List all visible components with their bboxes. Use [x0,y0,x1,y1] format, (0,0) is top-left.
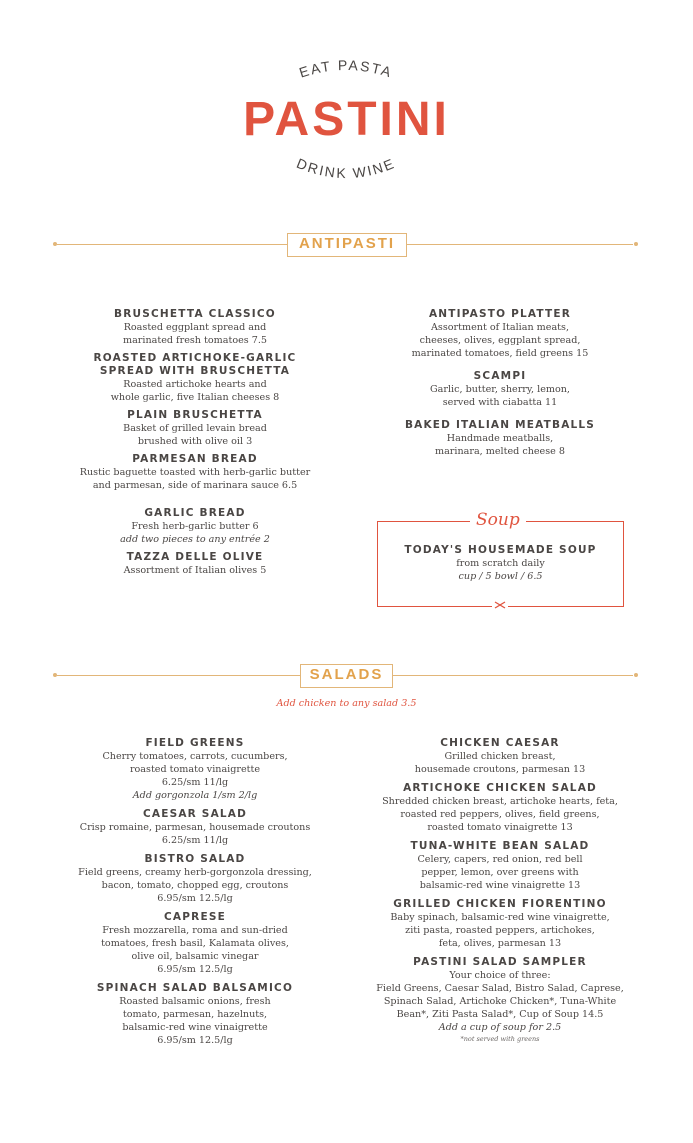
logo-name: PASTINI [243,93,450,146]
menu-item [60,737,330,802]
salads-left-column [60,737,330,1047]
item-description: olive oil, balsamic vinegar [131,951,259,962]
item-description: Fresh mozzarella, roma and sun-dried [102,925,288,936]
item-description: Shredded chicken breast, artichoke hearts, feta, [382,796,618,807]
soup-ornament-icon [492,598,508,612]
menu-item [60,808,330,847]
menu-item [365,956,635,1044]
item-description: Your choice of three: [449,970,551,981]
menu-item [365,308,635,360]
menu-item [60,982,330,1047]
menu-item [365,370,635,409]
salads-heading: SALADS [300,664,393,688]
item-name: ARTICHOKE CHICKEN SALAD [403,782,597,794]
item-description: whole garlic, five Italian cheeses 8 [110,392,280,403]
item-name: ROASTED ARTICHOKE-GARLIC [93,352,297,364]
item-name: CAPRESE [164,911,226,923]
item-description: 6.95/sm 12.5/lg [157,893,233,904]
item-description: Fresh herb-garlic butter 6 [131,521,259,532]
menu-item [60,911,330,976]
item-description: 6.25/sm 11/lg [161,777,229,788]
item-name: BISTRO SALAD [144,853,246,865]
menu-item [365,898,635,950]
item-description: served with ciabatta 11 [442,397,558,408]
soup-line: from scratch daily [456,558,545,569]
item-name: SCAMPI [473,370,527,382]
item-description: ziti pasta, roasted peppers, artichokes, [405,925,595,936]
item-description: balsamic-red wine vinaigrette [122,1022,268,1033]
item-description: Assortment of Italian olives 5 [123,565,267,576]
item-description: and parmesan, side of marinara sauce 6.5 [92,480,298,491]
soup-title: Soup [470,510,526,530]
item-description: pepper, lemon, over greens with [421,867,579,878]
item-addon: add two pieces to any entrée 2 [120,534,270,545]
item-name: GRILLED CHICKEN FIORENTINO [393,898,607,910]
item-description: Handmade meatballs, [446,433,554,444]
item-description: 6.95/sm 12.5/lg [157,964,233,975]
soup-content [377,544,624,583]
salads-note: Add chicken to any salad 3.5 [276,698,417,709]
soup-price: cup / 5 bowl / 6.5 [458,571,543,582]
item-description: cheeses, olives, eggplant spread, [419,335,581,346]
item-description: Crisp romaine, parmesan, housemade croutons [79,822,311,833]
item-name: TUNA-WHITE BEAN SALAD [410,840,590,852]
item-name: PASTINI SALAD SAMPLER [413,956,587,968]
menu-item [365,419,635,458]
divider-dot [634,673,638,677]
item-name: SPINACH SALAD BALSAMICO [96,982,294,994]
item-name: CAESAR SALAD [142,808,248,820]
item-description: Grilled chicken breast, [444,751,556,762]
item-description: 6.95/sm 12.5/lg [157,1035,233,1046]
menu-item [365,737,635,776]
item-name: PLAIN BRUSCHETTA [127,409,263,421]
item-description: Field Greens, Caesar Salad, Bistro Salad, Caprese, [376,983,624,994]
salads-right-column [365,737,635,1044]
item-description: tomatoes, fresh basil, Kalamata olives, [101,938,289,949]
menu-item [60,352,330,404]
item-description: Spinach Salad, Artichoke Chicken*, Tuna-White [383,996,617,1007]
soup-name: TODAY'S HOUSEMADE SOUP [404,544,597,556]
item-name: BAKED ITALIAN MEATBALLS [404,419,596,431]
item-description: Rustic baguette toasted with herb-garlic butter [79,467,311,478]
menu-item [60,507,330,546]
menu-item [60,308,330,347]
item-description: roasted tomato vinaigrette [129,764,261,775]
item-name: BRUSCHETTA CLASSICO [114,308,276,320]
item-addon: Add a cup of soup for 2.5 [438,1022,562,1033]
menu-item [365,840,635,892]
menu-item [365,782,635,834]
item-description: Roasted artichoke hearts and [123,379,267,390]
antipasti-left-column [60,308,330,577]
item-description: Baby spinach, balsamic-red wine vinaigrette, [390,912,610,923]
item-description: balsamic-red wine vinaigrette 13 [419,880,581,891]
item-description: Bean*, Ziti Pasta Salad*, Cup of Soup 14.5 [396,1009,604,1020]
item-description: marinated tomatoes, field greens 15 [411,348,589,359]
item-name: PARMESAN BREAD [132,453,258,465]
item-description: Garlic, butter, sherry, lemon, [430,384,570,395]
item-name: GARLIC BREAD [144,507,246,519]
antipasti-right-column [365,308,635,458]
logo-top-text: EAT PASTA [297,56,395,81]
item-description: housemade croutons, parmesan 13 [414,764,586,775]
item-name: SPREAD WITH BRUSCHETTA [99,365,291,377]
item-description: Basket of grilled levain bread [123,423,267,434]
item-description: feta, olives, parmesan 13 [438,938,562,949]
item-description: roasted tomato vinaigrette 13 [427,822,573,833]
item-description: 6.25/sm 11/lg [161,835,229,846]
item-name: TAZZA DELLE OLIVE [126,551,264,563]
item-description: Cherry tomatoes, carrots, cucumbers, [102,751,288,762]
item-description: marinara, melted cheese 8 [434,446,565,457]
item-description: bacon, tomato, chopped egg, croutons [101,880,289,891]
item-footnote: *not served with greens [460,1035,540,1043]
item-description: marinated fresh tomatoes 7.5 [122,335,268,346]
item-description: tomato, parmesan, hazelnuts, [122,1009,268,1020]
menu-item [60,409,330,448]
item-description: Roasted balsamic onions, fresh [119,996,271,1007]
item-name: CHICKEN CAESAR [440,737,560,749]
menu-item [60,853,330,905]
item-name: ANTIPASTO PLATTER [428,308,572,320]
divider-dot [634,242,638,246]
item-description: Celery, capers, red onion, red bell [417,854,583,865]
menu-item [60,453,330,492]
item-description: brushed with olive oil 3 [137,436,253,447]
item-description: Roasted eggplant spread and [123,322,267,333]
item-description: Assortment of Italian meats, [431,322,569,333]
antipasti-heading: ANTIPASTI [287,233,407,257]
item-addon: Add gorgonzola 1/sm 2/lg [132,790,258,801]
item-description: Field greens, creamy herb-gorgonzola dressing, [78,867,312,878]
menu-item [60,551,330,577]
item-name: FIELD GREENS [145,737,245,749]
logo-bottom-text: DRINK WINE [294,154,398,182]
item-description: roasted red peppers, olives, field greens, [400,809,600,820]
